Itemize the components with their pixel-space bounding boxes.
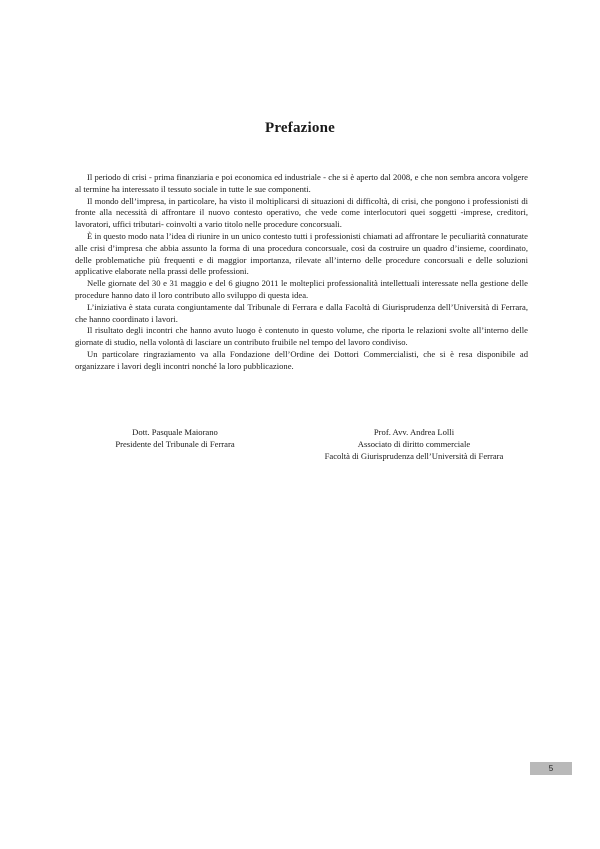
paragraph: È in questo modo nata l’idea di riunire in un unico contesto tutti i professionisti chiamati ad affrontare le peculiarità connaturate alle crisi d’impresa che abbia assunto la forma di una procedura concorsuale, così da costruire un quadro d’insieme, coordinato, delle problematiche più frequenti e di maggior importanza, rilevate all’interno delle procedure concorsuali e delle soluzioni applicative elaborate nella prassi delle professioni. — [75, 230, 528, 277]
page-number: 5 — [530, 762, 572, 775]
signatory-affiliation: Facoltà di Giurisprudenza dell’Università di Ferrara — [324, 450, 504, 461]
preface-body — [75, 172, 528, 373]
paragraph: Nelle giornate del 30 e 31 maggio e del 6 giugno 2011 le molteplici professionalità intellettuali interessate nella gestione delle procedure hanno dato il loro contributo allo sviluppo di questa idea. — [75, 278, 528, 300]
signatory-role: Presidente del Tribunale di Ferrara — [115, 438, 235, 449]
paragraph: Il periodo di crisi - prima finanziaria e poi economica ed industriale - che si è aperto dal 2008, e che non sembra ancora volgere al termine ha interessato il tessuto sociale in tutte le sue componenti. — [75, 172, 528, 194]
page-title: Prefazione — [264, 120, 336, 137]
paragraph: Il mondo dell’impresa, in particolare, ha visto il moltiplicarsi di situazioni di difficoltà, di crisi, che pongono i professionisti di fronte alla necessità di affrontare il nuovo contesto operativo, che vede come interlocutori quei soggetti -imprese, creditori, lavoratori, uffici tributari- coinvolti a vario titolo nelle procedure concorsuali. — [75, 195, 528, 230]
paragraph: L’iniziativa è stata curata congiuntamente dal Tribunale di Ferrara e dalla Facoltà di Giurisprudenza dell’Università di Ferrara, che hanno coordinato i lavori. — [75, 301, 528, 324]
paragraph: Un particolare ringraziamento va alla Fondazione dell’Ordine dei Dottori Commercialisti, che si è resa disponibile ad organizzare i lavori degli incontri nonché la loro pubblicazione. — [75, 348, 528, 371]
signature-left — [75, 427, 275, 451]
paragraph: Il risultato degli incontri che hanno avuto luogo è contenuto in questo volume, che riporta le relazioni svolte all’interno delle giornate di studio, nella volontà di lasciare un contributo fruibile nel tempo del lavoro condiviso. — [75, 325, 528, 348]
signatory-role: Associato di diritto commerciale — [357, 438, 471, 449]
signatory-name: Prof. Avv. Andrea Lolli — [373, 427, 455, 437]
signature-right — [300, 427, 528, 462]
signatory-name: Dott. Pasquale Maiorano — [132, 427, 218, 437]
